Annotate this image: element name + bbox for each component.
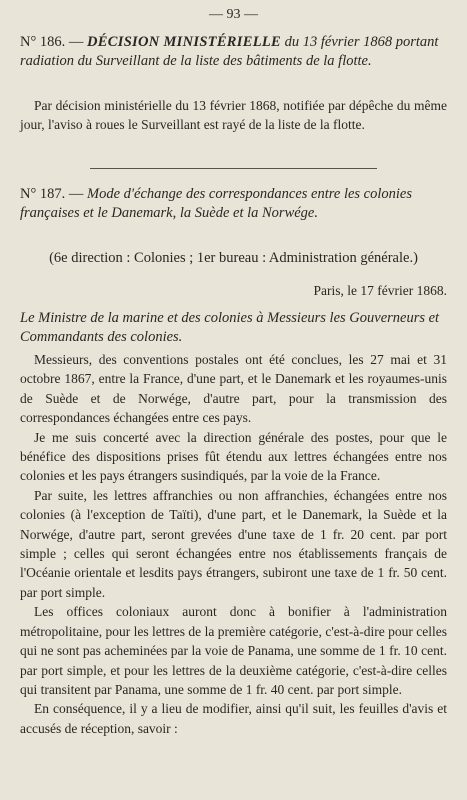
date-line: Paris, le 17 février 1868. xyxy=(313,283,447,298)
paragraph-1: Messieurs, des conventions postales ont été conclues, les 27 mai et 31 octobre 1867, entre la France, d'une part, et le Danemark et les royaumes-unis de Suède et de Norwége, d'autre part, pour la transmission des correspondances échangées entre ces pays. xyxy=(20,352,447,426)
direction-line: (6e direction : Colonies ; 1er bureau : Administration générale.) xyxy=(49,250,418,266)
item-187-title: Mode d'échange des correspondances entre les colonies françaises et le Danemark, la Suède et la Norwége. xyxy=(20,186,412,221)
decision-186-title-bold: DÉCISION MINISTÉRIELLE xyxy=(87,34,281,50)
item-187-number: N° 187. xyxy=(20,186,66,202)
decision-186-number: N° 186. xyxy=(20,34,66,50)
letter-body xyxy=(20,350,447,738)
decision-186-title: du 13 février 1868 portant radiation du Surveillant de la liste des bâtiments de la flotte. xyxy=(20,34,439,69)
item-187-heading: N° 187. — Mode d'échange des correspondances entre les colonies françaises et le Danemark, la Suède et la Norwége. xyxy=(20,186,412,221)
paragraph-4: Les offices coloniaux auront donc à bonifier à l'administration métropolitaine, pour les lettres de la première catégorie, c'est-à-dire pour celles qui ne sont pas acheminées par la voie de Panama, une somme de 1 fr. 10 cent. par port simple, et pour les lettres de la deuxième catégorie, c'est-à-dire celles qui transitent par Panama, une somme de 1 fr. 40 cent. par port simple. xyxy=(20,604,447,697)
decision-186-text: Par décision ministérielle du 13 février 1868, notifiée par dépêche du même jour, l'aviso à roues le Surveillant est rayé de la liste de la flotte. xyxy=(20,98,447,133)
paragraph-3: Par suite, les lettres affranchies ou non affranchies, échangées entre nos colonies (à l'exception de Taïti), d'une part, et le Danemark, la Suède et la Norwége, d'autre part, seront grevées d'une taxe de 1 fr. 20 cent. par port simple ; celles qui seront échangées entre nos établissements français de l'Océanie orientale et lesdits pays étrangers, subiront une taxe de 1 fr. 50 cent. par port simple. xyxy=(20,487,447,600)
page-number: — 93 — xyxy=(209,7,258,22)
decision-186-heading: N° 186. — DÉCISION MINISTÉRIELLE du 13 février 1868 portant radiation du Surveillant de la liste des bâtiments de la flotte. xyxy=(20,34,439,69)
paragraph-5: En conséquence, il y a lieu de modifier, ainsi qu'il suit, les feuilles d'avis et accusés de réception, savoir : xyxy=(20,701,447,736)
paragraph-2: Je me suis concerté avec la direction générale des postes, pour que le bénéfice des dispositions prises fût étendu aux lettres échangées entre nos colonies et les pays étrangers susindiqués, par la voie de la France. xyxy=(20,429,447,484)
section-divider xyxy=(90,168,377,169)
decision-186-body xyxy=(20,96,447,135)
address-line: Le Ministre de la marine et des colonies à Messieurs les Gouverneurs et Commandants des colonies. xyxy=(20,310,440,345)
